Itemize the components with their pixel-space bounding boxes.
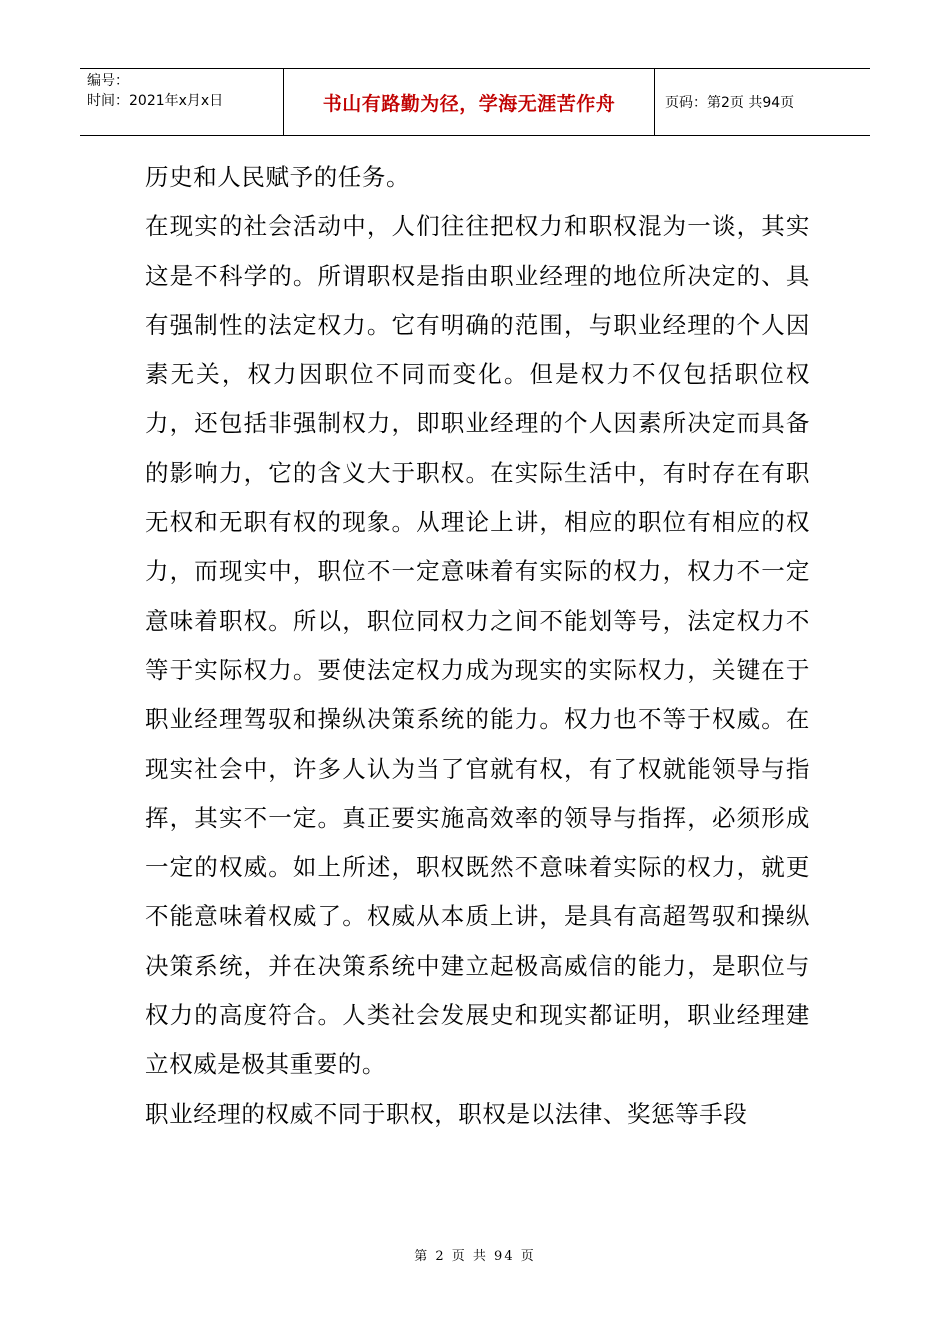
page-header — [80, 68, 870, 136]
number-label: 编号： — [87, 73, 129, 89]
paragraph: 历史和人民赋予的任务。 — [145, 163, 411, 191]
date-label: 时间：2021年x月x日 — [87, 93, 224, 109]
paragraph: 职业经理的权威不同于职权，职权是以法律、奖惩等手段 — [145, 1099, 748, 1128]
header-motto: 书山有路勤为径，学海无涯苦作舟 — [283, 69, 655, 135]
header-meta — [80, 69, 283, 135]
document-body — [145, 153, 810, 1139]
page-footer: 第 2 页 共 94 页 — [414, 1249, 536, 1264]
header-page-info: 页码：第2页 共94页 — [665, 95, 795, 111]
paragraph: 在现实的社会活动中，人们往往把权力和职权混为一谈，其实这是不科学的。所谓职权是指由职业经理的地位所决定的、具有强制性的法定权力。它有明确的范围，与职业经理的个人因素无关，权力因职位不同而变化。但是权力不仅包括职位权力，还包括非强制权力，即职业经理的个人因素所决定而具备的影响力，它的含义大于职权。在实际生活中，有时存在有职无权和无职有权的现象。从理论上讲，相应的职位有相应的权力，而现实中，职位不一定意味着有实际的权力，权力不一定意味着职权。所以，职位同权力之间不能划等号，法定权力不等于实际权力。要使法定权力成为现实的实际权力，关键在于职业经理驾驭和操纵决策系统的能力。权力也不等于权威。在现实社会中，许多人认为当了官就有权，有了权就能领导与指挥，其实不一定。真正要实施高效率的领导与指挥，必须形成一定的权威。如上所述，职权既然不意味着实际的权力，就更不能意味着权威了。权威从本质上讲，是具有高超驾驭和操纵决策系统，并在决策系统中建立起极高威信的能力，是职位与权力的高度符合。人类社会发展史和现实都证明，职业经理建立权威是极其重要的。 — [145, 212, 810, 1079]
